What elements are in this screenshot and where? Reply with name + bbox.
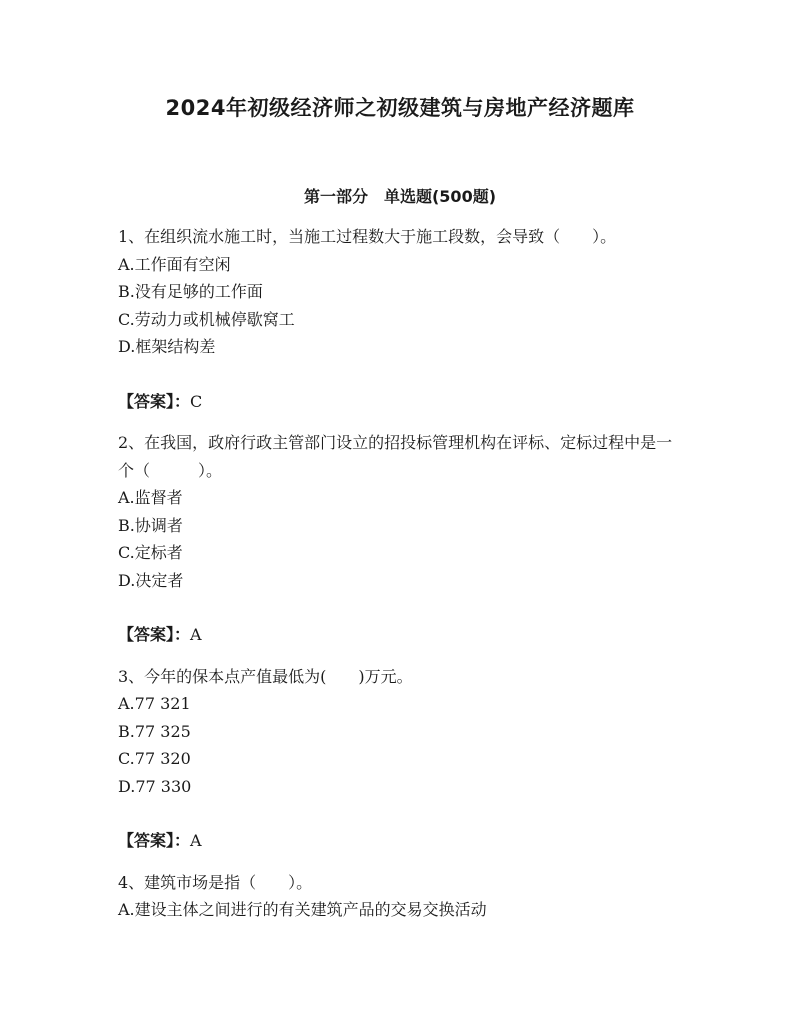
answer-value: A	[190, 625, 202, 644]
option-b: B.没有足够的工作面	[118, 282, 263, 301]
answer-line	[118, 621, 688, 649]
option-c: C.77 320	[118, 749, 191, 768]
question-stem: 1、在组织流水施工时，当施工过程数大于施工段数，会导致（ ）。	[118, 227, 617, 246]
answer-label: 【答案】：	[118, 831, 191, 850]
question-stem: 3、今年的保本点产值最低为( )万元。	[118, 666, 413, 686]
question-item	[118, 869, 688, 924]
option-c: C.定标者	[118, 543, 183, 562]
document-title: 2024年初级经济师之初级建筑与房地产经济题库	[165, 96, 635, 120]
question-item	[118, 223, 688, 415]
answer-label: 【答案】：	[118, 391, 191, 411]
section-title: 第一部分 单选题(500题)	[303, 187, 497, 206]
option-d: D.77 330	[118, 776, 192, 796]
option-b: B.77 325	[118, 721, 191, 741]
answer-value: A	[190, 831, 202, 850]
question-item	[118, 663, 688, 855]
question-stem: 4、建筑市场是指（ ）。	[118, 872, 313, 892]
answer-value: C	[190, 391, 203, 411]
option-a: A.建设主体之间进行的有关建筑产品的交易交换活动	[118, 900, 487, 919]
option-d: D.框架结构差	[118, 337, 216, 356]
option-a: A.工作面有空闲	[118, 254, 231, 274]
question-stem: 2、在我国，政府行政主管部门设立的招投标管理机构在评标、定标过程中是一个（ ）。	[118, 433, 673, 480]
answer-line	[118, 388, 688, 416]
option-b: B.协调者	[118, 515, 183, 535]
answer-label: 【答案】：	[118, 625, 191, 644]
option-a: A.77 321	[118, 694, 191, 713]
question-item	[118, 429, 688, 649]
option-d: D.决定者	[118, 570, 184, 590]
option-a: A.监督者	[118, 488, 183, 507]
answer-line	[118, 827, 688, 855]
question-list	[118, 223, 688, 924]
option-c: C.劳动力或机械停歇窝工	[118, 309, 295, 329]
